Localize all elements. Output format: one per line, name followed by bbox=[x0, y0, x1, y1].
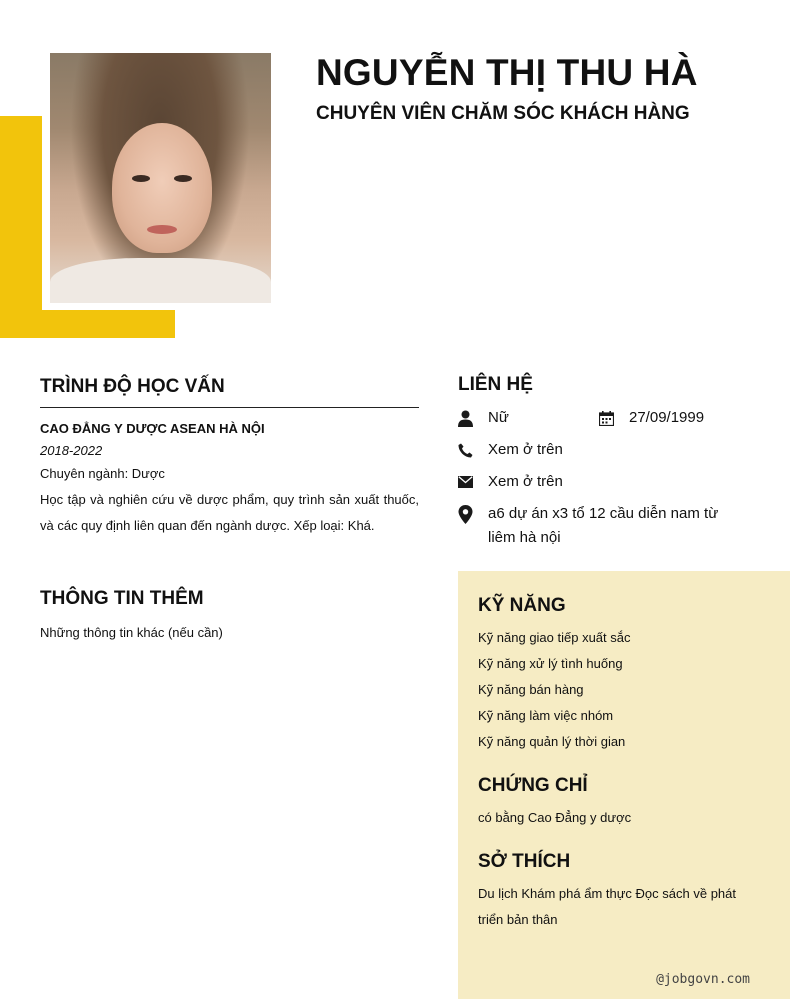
certificates-section bbox=[478, 775, 768, 831]
contact-section bbox=[458, 374, 758, 546]
contact-birthday bbox=[599, 408, 704, 430]
education-title: TRÌNH ĐỘ HỌC VẤN bbox=[40, 376, 225, 397]
skill-item: Kỹ năng xử lý tình huống bbox=[478, 656, 623, 671]
location-pin-icon bbox=[458, 504, 488, 524]
hobbies-text: Du lịch Khám phá ẩm thực Đọc sách về phát triển bản thân bbox=[478, 886, 736, 927]
skill-item: Kỹ năng bán hàng bbox=[478, 682, 584, 697]
address-value: a6 dự án x3 tổ 12 cầu diễn nam từ liêm hà nội bbox=[488, 505, 719, 546]
more-info-text: Những thông tin khác (nếu cần) bbox=[40, 625, 223, 640]
gender-value: Nữ bbox=[488, 409, 509, 426]
skill-item: Kỹ năng làm việc nhóm bbox=[478, 708, 614, 723]
calendar-icon bbox=[599, 408, 629, 428]
skill-item: Kỹ năng quản lý thời gian bbox=[478, 734, 626, 749]
more-info-title: THÔNG TIN THÊM bbox=[40, 588, 204, 609]
school-name: CAO ĐẲNG Y DƯỢC ASEAN HÀ NỘI bbox=[40, 421, 265, 436]
education-divider bbox=[40, 407, 419, 408]
hobbies-section bbox=[478, 851, 738, 933]
hobbies-title: SỞ THÍCH bbox=[478, 851, 571, 872]
contact-phone bbox=[458, 440, 563, 462]
side-panel bbox=[458, 571, 790, 999]
education-major: Chuyên ngành: Dược bbox=[40, 466, 165, 481]
certificate-item: có bằng Cao Đẳng y dược bbox=[478, 810, 632, 825]
phone-icon bbox=[458, 440, 488, 460]
candidate-name: NGUYỄN THỊ THU HÀ bbox=[316, 52, 698, 93]
contact-email bbox=[458, 472, 563, 494]
education-section bbox=[40, 376, 419, 539]
profile-photo bbox=[50, 53, 271, 303]
skills-title: KỸ NĂNG bbox=[478, 595, 566, 616]
job-title: CHUYÊN VIÊN CHĂM SÓC KHÁCH HÀNG bbox=[316, 103, 690, 124]
mail-icon bbox=[458, 472, 488, 492]
skill-item: Kỹ năng giao tiếp xuất sắc bbox=[478, 630, 631, 645]
education-description: Học tập và nghiên cứu về dược phẩm, quy trình sản xuất thuốc, và các quy định liên quan đến ngành dược. Xếp loại: Khá. bbox=[40, 492, 419, 533]
accent-bar-vertical bbox=[0, 116, 42, 338]
more-info-section bbox=[40, 588, 419, 640]
birthday-value: 27/09/1999 bbox=[629, 409, 705, 426]
person-icon bbox=[458, 408, 488, 428]
contact-title: LIÊN HỆ bbox=[458, 374, 533, 395]
phone-value: Xem ở trên bbox=[488, 441, 563, 458]
certificates-title: CHỨNG CHỈ bbox=[478, 775, 588, 796]
skills-section bbox=[478, 595, 768, 755]
accent-bar-horizontal bbox=[0, 310, 175, 338]
email-value: Xem ở trên bbox=[488, 473, 563, 490]
contact-gender bbox=[458, 408, 509, 430]
watermark: @jobgovn.com bbox=[656, 972, 750, 987]
skills-list bbox=[478, 625, 768, 755]
contact-address bbox=[458, 504, 748, 550]
education-years: 2018-2022 bbox=[40, 443, 103, 458]
